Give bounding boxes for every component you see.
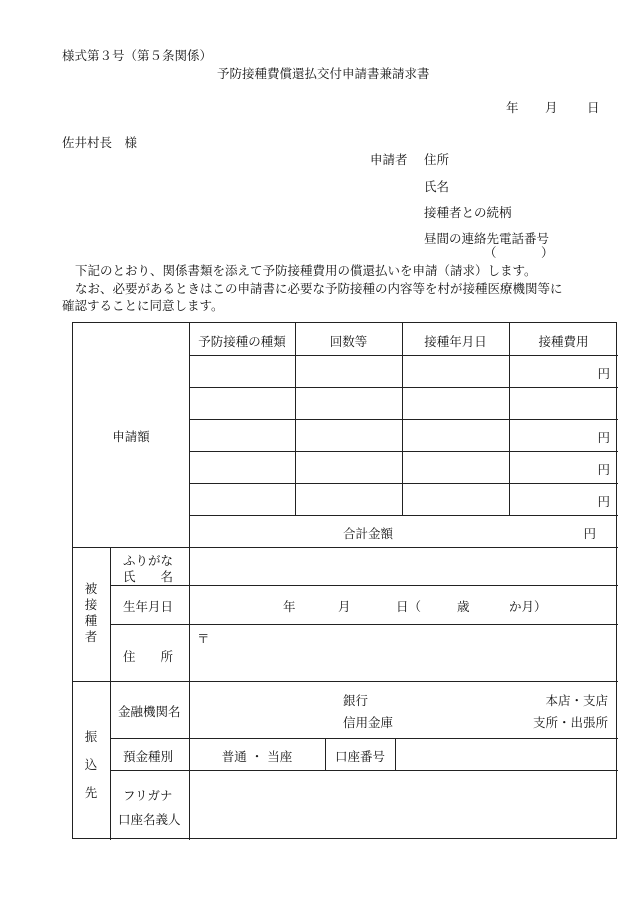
date-year: 年 bbox=[506, 100, 519, 115]
total-yen: 円 bbox=[583, 526, 596, 541]
office-label: 支所・出張所 bbox=[532, 715, 608, 730]
account-holder-label: 口座名義人 bbox=[118, 812, 181, 827]
account-number-label: 口座番号 bbox=[334, 749, 385, 764]
birth-day: 日（ bbox=[396, 599, 422, 614]
vaccinee-name-label: 氏 名 bbox=[123, 569, 174, 584]
age-months: か月） bbox=[509, 599, 547, 614]
col-vaccine-type: 予防接種の種類 bbox=[198, 334, 286, 349]
body-line-2: なお、必要があるときはこの申請書に必要な予防接種の内容等を村が接種医療機関等に bbox=[75, 281, 563, 296]
row-5-yen: 円 bbox=[597, 494, 610, 509]
col-date: 接種年月日 bbox=[424, 334, 487, 349]
applicant-relation-label: 接種者との続柄 bbox=[424, 205, 512, 220]
deposit-type-label: 預金種別 bbox=[123, 749, 174, 764]
age-years: 歳 bbox=[457, 599, 470, 614]
row-1-yen: 円 bbox=[597, 366, 610, 381]
body-line-3: 確認することに同意します。 bbox=[62, 298, 224, 313]
col-count: 回数等 bbox=[329, 334, 368, 349]
account-furigana-label: フリガナ bbox=[123, 788, 173, 803]
bank-label: 銀行 bbox=[343, 693, 369, 708]
birth-year: 年 bbox=[283, 599, 296, 614]
applicant-name-label: 氏名 bbox=[424, 179, 450, 194]
row-4-yen: 円 bbox=[597, 462, 610, 477]
addressee: 佐井村長 様 bbox=[62, 135, 138, 150]
birth-month: 月 bbox=[338, 599, 351, 614]
document-title: 予防接種費償還払交付申請書兼請求書 bbox=[217, 66, 430, 81]
birthdate-label: 生年月日 bbox=[123, 599, 174, 614]
application-form-table bbox=[72, 322, 617, 839]
head-branch-label: 本店・支店 bbox=[545, 693, 608, 708]
applicant-phone-label: 昼間の連絡先電話番号 bbox=[424, 231, 550, 246]
furigana-label: ふりがな bbox=[123, 553, 174, 568]
row-3-yen: 円 bbox=[597, 430, 610, 445]
date-month: 月 bbox=[545, 100, 558, 115]
section-amount: 申請額 bbox=[112, 429, 150, 444]
date-day: 日 bbox=[587, 100, 600, 115]
col-cost: 接種費用 bbox=[538, 334, 589, 349]
body-line-1: 下記のとおり、関係書類を添えて予防接種費用の償還払いを申請（請求）します。 bbox=[75, 263, 537, 278]
total-label: 合計金額 bbox=[343, 526, 394, 541]
form-number: 様式第３号（第５条関係） bbox=[62, 48, 213, 63]
credit-union-label: 信用金庫 bbox=[343, 715, 394, 730]
section-transfer: 振込先 bbox=[84, 729, 98, 800]
phone-paren-close: ） bbox=[541, 245, 554, 260]
postal-mark: 〒 bbox=[197, 631, 210, 646]
vaccinee-address-label: 住 所 bbox=[123, 649, 174, 664]
institution-label: 金融機関名 bbox=[118, 704, 181, 719]
deposit-type-options: 普通 ・ 当座 bbox=[221, 749, 293, 764]
applicant-address-label: 住所 bbox=[424, 152, 450, 167]
applicant-label: 申請者 bbox=[370, 152, 408, 167]
phone-paren-open: （ bbox=[484, 245, 497, 260]
section-vaccinee: 被接種者 bbox=[84, 581, 98, 644]
